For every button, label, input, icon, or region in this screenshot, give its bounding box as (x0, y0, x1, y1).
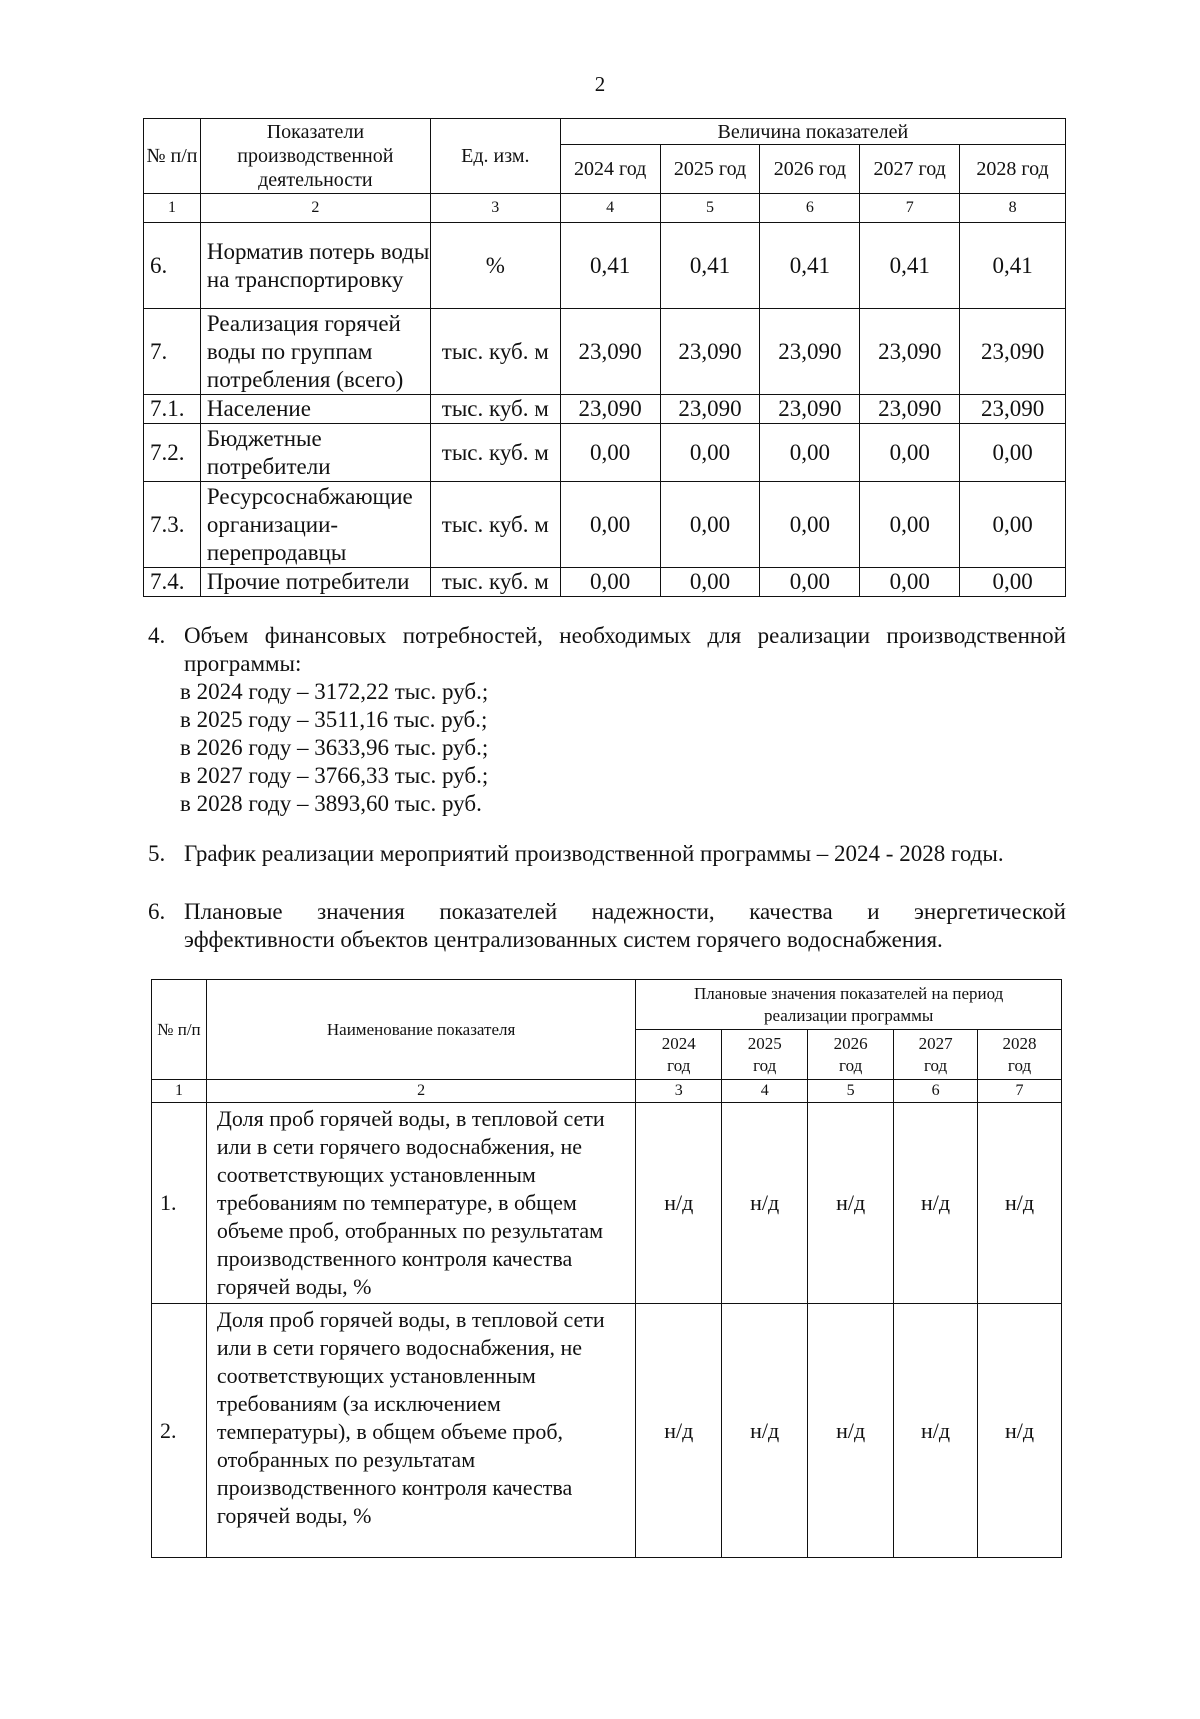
row-value: 0,00 (660, 424, 760, 482)
header-year: 2027 год (894, 1030, 978, 1080)
column-number: 3 (636, 1080, 722, 1103)
production-indicators-table (143, 118, 1066, 597)
column-number: 3 (430, 194, 560, 223)
row-value: н/д (808, 1103, 894, 1304)
row-indicator: Доля проб горячей воды, в тепловой сети или в сети горячего водоснабжения, не соответствующих установленным требованиям (за исключением температуры), в общем объеме проб, отобранных по результатам производственного контроля качества горячей воды, % (206, 1304, 635, 1558)
list-item: в 2026 году – 3633,96 тыс. руб.; (180, 735, 489, 760)
row-value: н/д (722, 1304, 808, 1558)
row-value: 0,00 (860, 568, 960, 597)
header-num: № п/п (152, 980, 207, 1080)
row-indicator: Бюджетные потребители (200, 424, 430, 482)
list-item: в 2027 году – 3766,33 тыс. руб.; (180, 763, 489, 788)
header-num: № п/п (144, 119, 201, 194)
column-number: 7 (860, 194, 960, 223)
row-value: н/д (636, 1304, 722, 1558)
row-number: 7.4. (144, 568, 201, 597)
header-unit: Ед. изм. (430, 119, 560, 194)
row-value: 0,00 (660, 568, 760, 597)
row-value: 0,00 (860, 424, 960, 482)
list-item: в 2025 году – 3511,16 тыс. руб.; (180, 707, 488, 732)
row-value: 23,090 (660, 395, 760, 424)
row-value: 23,090 (560, 395, 660, 424)
row-value: 0,41 (760, 223, 860, 309)
row-value: 0,00 (960, 424, 1066, 482)
column-number: 1 (144, 194, 201, 223)
row-number: 2. (152, 1304, 207, 1558)
header-values-group: Величина показателей (560, 119, 1065, 145)
row-value: 23,090 (560, 309, 660, 395)
header-year: 2024 год (636, 1030, 722, 1080)
column-number: 4 (560, 194, 660, 223)
row-value: н/д (722, 1103, 808, 1304)
section-6 (148, 898, 1066, 954)
section-number: 5. (148, 841, 166, 866)
row-value: 23,090 (960, 309, 1066, 395)
column-number: 4 (722, 1080, 808, 1103)
row-indicator: Население (200, 395, 430, 424)
column-number: 2 (200, 194, 430, 223)
header-year: 2026 год (808, 1030, 894, 1080)
row-number: 7.2. (144, 424, 201, 482)
page-number: 2 (594, 72, 606, 96)
column-number: 8 (960, 194, 1066, 223)
row-number: 7.3. (144, 482, 201, 568)
header-values-group: Плановые значения показателей на период реализации программы (636, 980, 1062, 1030)
column-number: 2 (206, 1080, 635, 1103)
row-indicator: Доля проб горячей воды, в тепловой сети или в сети горячего водоснабжения, не соответствующих установленным требованиям по температуре, в общем объеме проб, отобранных по результатам производственного контроля качества горячей воды, % (206, 1103, 635, 1304)
row-value: н/д (978, 1304, 1062, 1558)
table-row (144, 482, 1066, 568)
row-number: 6. (144, 223, 201, 309)
table-row (144, 309, 1066, 395)
header-year: 2027 год (860, 145, 960, 194)
row-value: 23,090 (660, 309, 760, 395)
column-number: 5 (660, 194, 760, 223)
row-value: 0,00 (760, 482, 860, 568)
header-year: 2026 год (760, 145, 860, 194)
table-row (144, 223, 1066, 309)
row-value: 0,00 (960, 482, 1066, 568)
section-4-line-2: программы: (184, 651, 302, 676)
row-value: 23,090 (760, 309, 860, 395)
header-year: 2025 год (722, 1030, 808, 1080)
header-year: 2028 год (978, 1030, 1062, 1080)
row-value: 0,00 (560, 482, 660, 568)
reliability-indicators-table (151, 979, 1062, 1558)
row-value: 0,00 (960, 568, 1066, 597)
row-indicator: Прочие потребители (200, 568, 430, 597)
header-year: 2024 год (560, 145, 660, 194)
row-value: 0,00 (560, 568, 660, 597)
row-value: 23,090 (960, 395, 1066, 424)
table-row (144, 568, 1066, 597)
row-value: н/д (636, 1103, 722, 1304)
section-number: 4. (148, 623, 166, 648)
row-value: 23,090 (860, 309, 960, 395)
row-value: 0,41 (860, 223, 960, 309)
table-row (152, 1304, 1062, 1558)
row-unit: % (430, 223, 560, 309)
column-number: 7 (978, 1080, 1062, 1103)
row-indicator: Реализация горячей воды по группам потребления (всего) (200, 309, 430, 395)
row-value: 0,00 (760, 424, 860, 482)
section-6-line-1: Плановые значения показателей надежности, качества и энергетической (184, 899, 1066, 924)
column-number: 5 (808, 1080, 894, 1103)
table-row (144, 395, 1066, 424)
row-value: 0,00 (760, 568, 860, 597)
row-value: 0,41 (960, 223, 1066, 309)
column-number: 1 (152, 1080, 207, 1103)
table-row (144, 424, 1066, 482)
financial-amounts-list (180, 678, 488, 818)
row-unit: тыс. куб. м (430, 482, 560, 568)
row-unit: тыс. куб. м (430, 395, 560, 424)
row-indicator: Норматив потерь воды на транспортировку (200, 223, 430, 309)
section-6-line-2: эффективности объектов централизованных систем горячего водоснабжения. (184, 927, 943, 952)
section-4-line-1: Объем финансовых потребностей, необходимых для реализации производственной (184, 623, 1066, 648)
section-number: 6. (148, 899, 166, 924)
row-value: 23,090 (760, 395, 860, 424)
row-unit: тыс. куб. м (430, 424, 560, 482)
row-value: н/д (978, 1103, 1062, 1304)
header-name: Наименование показателя (206, 980, 635, 1080)
row-value: 0,41 (660, 223, 760, 309)
row-number: 7.1. (144, 395, 201, 424)
row-value: н/д (808, 1304, 894, 1558)
list-item: в 2024 году – 3172,22 тыс. руб.; (180, 679, 489, 704)
row-value: 0,41 (560, 223, 660, 309)
column-number: 6 (760, 194, 860, 223)
column-number: 6 (894, 1080, 978, 1103)
row-value: 23,090 (860, 395, 960, 424)
list-item: в 2028 году – 3893,60 тыс. руб. (180, 791, 482, 816)
row-value: 0,00 (660, 482, 760, 568)
row-unit: тыс. куб. м (430, 568, 560, 597)
row-value: 0,00 (560, 424, 660, 482)
header-indicator: Показатели производственной деятельности (200, 119, 430, 194)
row-unit: тыс. куб. м (430, 309, 560, 395)
row-indicator: Ресурсоснабжающие организации-перепродавцы (200, 482, 430, 568)
row-number: 1. (152, 1103, 207, 1304)
row-number: 7. (144, 309, 201, 395)
row-value: 0,00 (860, 482, 960, 568)
section-4 (148, 622, 1066, 678)
row-value: н/д (894, 1304, 978, 1558)
row-value: н/д (894, 1103, 978, 1304)
section-5-text: График реализации мероприятий производственной программы – 2024 - 2028 годы. (184, 841, 1004, 866)
section-5 (148, 840, 1066, 868)
header-year: 2028 год (960, 145, 1066, 194)
header-year: 2025 год (660, 145, 760, 194)
table-row (152, 1103, 1062, 1304)
